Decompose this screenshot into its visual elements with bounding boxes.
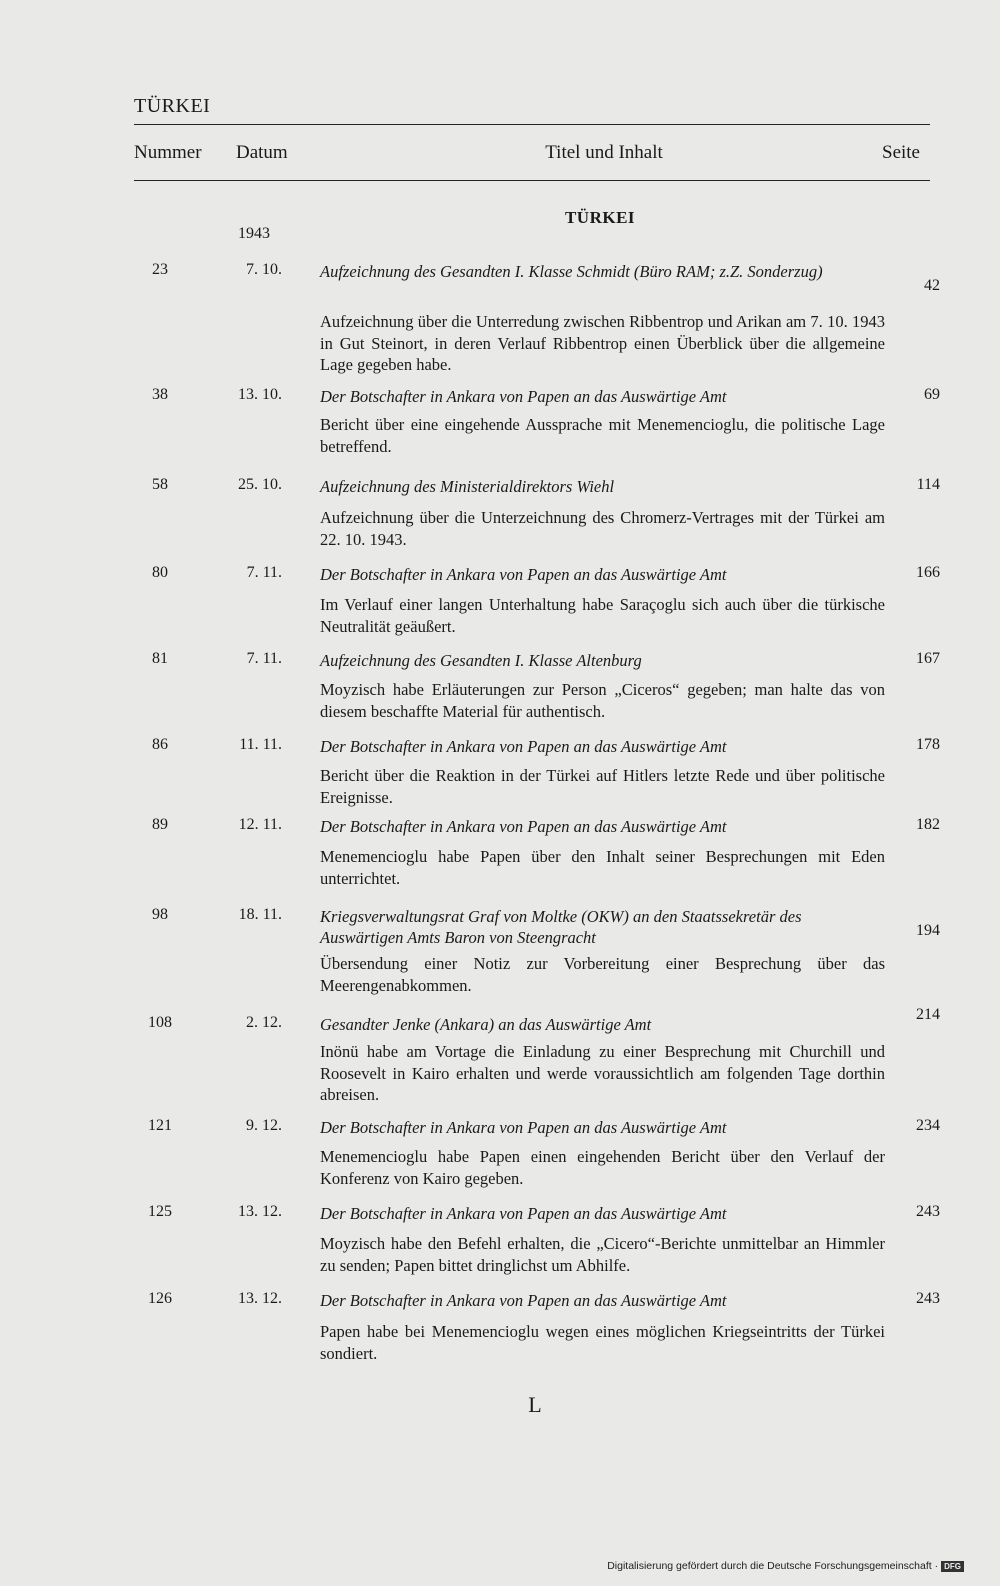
- entry-date: 13. 12.: [238, 1290, 282, 1307]
- entry-number: 121: [148, 1117, 172, 1134]
- entry-title: Der Botschafter in Ankara von Papen an das Auswärtige Amt: [320, 817, 727, 836]
- entry-page: 182: [916, 816, 940, 833]
- entry-title: Gesandter Jenke (Ankara) an das Auswärtige Amt: [320, 1015, 652, 1034]
- entry-summary: Übersendung einer Notiz zur Vorbereitung einer Besprechung über das Meerengenabkommen.: [320, 954, 885, 995]
- entry-summary: Menemencioglu habe Papen über den Inhalt seiner Besprechungen mit Eden unterrichtet.: [320, 847, 885, 888]
- entry-summary: Aufzeichnung über die Unterredung zwischen Ribbentrop und Arikan am 7. 10. 1943 in Gut Steinort, in deren Verlauf Ribbentrop einen Überblick über die allgemeine Lage gegeben habe.: [320, 312, 885, 374]
- entry-title: Der Botschafter in Ankara von Papen an das Auswärtige Amt: [320, 565, 727, 584]
- entry-number: 81: [152, 650, 168, 667]
- entry-summary: Menemencioglu habe Papen einen eingehenden Bericht über den Verlauf der Konferenz von Kairo gegeben.: [320, 1147, 885, 1188]
- entry-page: 114: [916, 476, 940, 493]
- entry-date: 12. 11.: [238, 816, 282, 833]
- running-head: TÜRKEI: [134, 95, 211, 117]
- entry-title: Aufzeichnung des Gesandten I. Klasse Schmidt (Büro RAM; z.Z. Sonderzug): [320, 262, 823, 281]
- entry-number: 23: [152, 261, 168, 278]
- entry-number: 80: [152, 564, 168, 581]
- column-header-number: Nummer: [134, 142, 202, 163]
- entry-summary: Bericht über eine eingehende Aussprache mit Menemencioglu, die politische Lage betreffend.: [320, 415, 885, 456]
- entry-page: 42: [924, 277, 940, 294]
- entry-page: 243: [916, 1203, 940, 1220]
- section-title: TÜRKEI: [564, 208, 636, 227]
- entry-date: 7. 11.: [246, 650, 282, 667]
- entry-summary: Papen habe bei Menemencioglu wegen eines möglichen Kriegseintritts der Türkei sondiert.: [320, 1322, 885, 1363]
- entry-summary: Moyzisch habe den Befehl erhalten, die „Cicero“-Berichte unmittelbar an Himmler zu senden; Papen bittet dringlichst um Abhilfe.: [320, 1234, 885, 1275]
- entry-number: 126: [148, 1290, 172, 1307]
- dfg-logo: DFG: [941, 1561, 964, 1572]
- entry-date: 13. 10.: [238, 386, 282, 403]
- header-rule-top: [134, 124, 930, 125]
- column-header-title: Titel und Inhalt: [545, 142, 663, 163]
- page-folio: L: [528, 1392, 542, 1417]
- entry-number: 108: [148, 1014, 172, 1031]
- year-label: 1943: [238, 225, 270, 242]
- entry-date: 2. 12.: [246, 1014, 282, 1031]
- entry-title: Der Botschafter in Ankara von Papen an das Auswärtige Amt: [320, 1118, 727, 1137]
- digitization-credit: [607, 1560, 964, 1572]
- entry-date: 7. 10.: [246, 261, 282, 278]
- entry-title: Der Botschafter in Ankara von Papen an das Auswärtige Amt: [320, 737, 727, 756]
- entry-number: 86: [152, 736, 168, 753]
- column-header-page: Seite: [882, 142, 920, 163]
- entry-number: 58: [152, 476, 168, 493]
- entry-number: 125: [148, 1203, 172, 1220]
- entry-title: Der Botschafter in Ankara von Papen an das Auswärtige Amt: [320, 1291, 727, 1310]
- entry-summary: Im Verlauf einer langen Unterhaltung habe Saraçoglu sich auch über die türkische Neutralität geäußert.: [320, 595, 885, 636]
- entry-title: Aufzeichnung des Ministerialdirektors Wiehl: [320, 477, 615, 496]
- entry-date: 13. 12.: [238, 1203, 282, 1220]
- entry-date: 18. 11.: [238, 906, 282, 923]
- entry-page: 214: [916, 1006, 940, 1023]
- entry-summary: Inönü habe am Vortage die Einladung zu einer Besprechung mit Churchill und Roosevelt in Kairo erhalten und werde voraussichtlich am folgenden Tage dorthin abreisen.: [320, 1042, 885, 1104]
- column-header-date: Datum: [236, 142, 288, 163]
- entry-title: Der Botschafter in Ankara von Papen an das Auswärtige Amt: [320, 387, 727, 406]
- entry-title: Der Botschafter in Ankara von Papen an das Auswärtige Amt: [320, 1204, 727, 1223]
- entry-page: 234: [916, 1117, 940, 1134]
- entry-date: 9. 12.: [246, 1117, 282, 1134]
- entry-summary: Aufzeichnung über die Unterzeichnung des Chromerz-Vertrages mit der Türkei am 22. 10. 1943.: [320, 508, 885, 549]
- entry-summary: Moyzisch habe Erläuterungen zur Person „Ciceros“ gegeben; man halte das von diesem beschaffte Material für authentisch.: [320, 680, 885, 721]
- entry-number: 89: [152, 816, 168, 833]
- entry-page: 167: [916, 650, 940, 667]
- entry-number: 38: [152, 386, 168, 403]
- entry-date: 11. 11.: [239, 736, 282, 753]
- entry-title: Kriegsverwaltungsrat Graf von Moltke (OKW) an den Staatssekretär des Auswärtigen Amts Baron von Steengracht: [320, 907, 802, 947]
- entry-page: 243: [916, 1290, 940, 1307]
- entry-summary: Bericht über die Reaktion in der Türkei auf Hitlers letzte Rede und über politische Ereignisse.: [320, 766, 885, 807]
- entry-page: 166: [916, 564, 940, 581]
- entry-number: 98: [152, 906, 168, 923]
- entry-date: 25. 10.: [238, 476, 282, 493]
- entry-page: 194: [916, 922, 940, 939]
- footer-text: Digitalisierung gefördert durch die Deutsche Forschungsgemeinschaft ·: [607, 1560, 939, 1572]
- entry-page: 69: [924, 386, 940, 403]
- entry-title: Aufzeichnung des Gesandten I. Klasse Altenburg: [320, 651, 642, 670]
- entry-page: 178: [916, 736, 940, 753]
- entry-date: 7. 11.: [246, 564, 282, 581]
- header-rule-bottom: [134, 180, 930, 181]
